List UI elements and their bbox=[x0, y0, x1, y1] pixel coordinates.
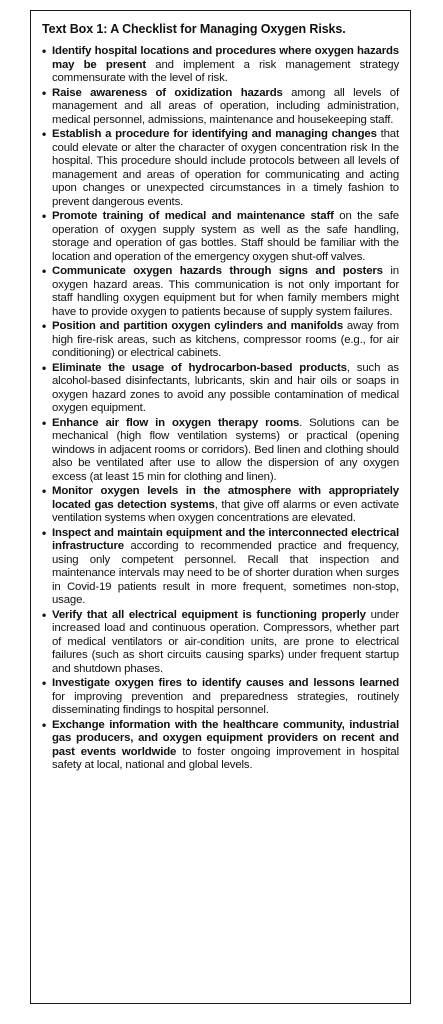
checklist-item bbox=[42, 527, 399, 608]
item-text: for improving prevention and preparedness strategies, routinely disseminating findings to hospital personnel. bbox=[52, 690, 399, 716]
text-box-title: Text Box 1: A Checklist for Managing Oxygen Risks. bbox=[42, 22, 346, 36]
bullet-icon: • bbox=[42, 264, 47, 278]
bullet-icon: • bbox=[42, 717, 47, 732]
checklist-item bbox=[42, 45, 399, 86]
item-text: that could elevate or alter the character of oxygen concentration risk In the hospital. This procedure should include protocols between all levels of management and areas of operation for communicating and acting upon changes or unexpected circumstances in a timely fashion to prevent dangerous events. bbox=[52, 128, 399, 208]
bullet-icon: • bbox=[42, 44, 47, 58]
bullet-icon: • bbox=[42, 127, 47, 141]
checklist-item bbox=[42, 265, 399, 319]
item-heading: Exchange information with the healthcare community, industrial gas producers, and oxygen equipment providers on recent and past events worldwide bbox=[52, 718, 399, 758]
item-heading: Inspect and maintain equipment and the interconnected electrical infrastructure bbox=[52, 526, 399, 552]
item-heading: Verify that all electrical equipment is functioning properly bbox=[52, 608, 366, 621]
bullet-icon: • bbox=[42, 360, 47, 375]
checklist bbox=[42, 45, 399, 773]
item-heading: Identify hospital locations and procedures where oxygen hazards may be present bbox=[52, 45, 399, 71]
checklist-item bbox=[42, 677, 399, 718]
bullet-icon: • bbox=[42, 607, 47, 622]
item-text: away from high fire-risk areas, such as kitchens, compressor rooms (e.g., for air conditioning) or electrical cabinets. bbox=[52, 320, 400, 359]
item-text: . Solutions can be mechanical (high flow ventilation systems) or practical (opening windows in adjacent rooms or corridors). Bed linen and clothing should also be ventilated after use to allow the dispersion of any oxygen excess (at least 15 min for clothing and linen). bbox=[52, 416, 399, 483]
item-heading: Raise awareness of oxidization hazards bbox=[52, 86, 283, 99]
item-text: according to recommended practice and frequency, using only competent personnel. Recall that inspection and maintenance intervals may need to be of shorter duration when surges in Covid-19 patients result in more frequent, sometimes non-stop, usage. bbox=[52, 540, 399, 606]
checklist-item bbox=[42, 719, 399, 773]
bullet-icon: • bbox=[42, 209, 47, 223]
checklist-item bbox=[42, 609, 399, 677]
bullet-icon: • bbox=[42, 676, 47, 690]
item-text: on the safe operation of oxygen supply system as well as the safe handling, storage and operation of gas bottles. Staff should be familiar with the location and operation of the emergency oxygen shut-off valves. bbox=[52, 210, 399, 263]
bullet-icon: • bbox=[42, 85, 47, 100]
item-text: , such as alcohol-based disinfectants, lubricants, skin and hair oils or soaps in oxygen hazard zones to avoid any possible contamination of medical oxygen equipment. bbox=[52, 361, 399, 414]
checklist-item bbox=[42, 485, 399, 526]
item-text: , that give off alarms or even activate ventilation systems when oxygen concentrations are elevated. bbox=[52, 498, 399, 524]
item-heading: Communicate oxygen hazards through signs and posters bbox=[52, 265, 383, 277]
item-heading: Enhance air flow in oxygen therapy rooms bbox=[52, 416, 300, 429]
item-text: and implement a risk management strategy commensurate with the level of risk. bbox=[52, 58, 399, 84]
item-heading: Monitor oxygen levels in the atmosphere with appropriately located gas detection systems bbox=[52, 485, 399, 511]
bullet-icon: • bbox=[42, 525, 47, 540]
item-text: under increased load and continuous operation. Compressors, whether part of medical ventilators or air-condition units, are prone to electrical failures (such as short circuits causing sparks) under frequent startup and shutdown phases. bbox=[52, 608, 399, 675]
checklist-item bbox=[42, 417, 399, 485]
checklist-item bbox=[42, 87, 399, 128]
item-heading: Promote training of medical and maintenance staff bbox=[52, 210, 334, 222]
bullet-icon: • bbox=[42, 319, 47, 333]
item-text: to foster ongoing improvement in hospital safety at local, national and global levels. bbox=[52, 745, 399, 771]
checklist-item bbox=[42, 320, 399, 361]
bullet-icon: • bbox=[42, 415, 47, 430]
checklist-item bbox=[42, 128, 399, 209]
checklist-item bbox=[42, 362, 399, 416]
checklist-item bbox=[42, 210, 399, 264]
item-heading: Establish a procedure for identifying and managing changes bbox=[52, 128, 377, 140]
text-box bbox=[30, 10, 411, 1004]
item-heading: Investigate oxygen fires to identify causes and lessons learned bbox=[52, 677, 399, 689]
item-text: in oxygen hazard areas. This communication is not only important for staff handling oxygen equipment but for when family members might have to provide oxygen to patients because of supply system failures. bbox=[52, 265, 399, 318]
item-heading: Eliminate the usage of hydrocarbon-based products bbox=[52, 361, 347, 374]
item-text: among all levels of management and all areas of operation, including administration, medical personnel, admissions, maintenance and housekeeping staff. bbox=[52, 86, 399, 126]
bullet-icon: • bbox=[42, 484, 47, 498]
item-heading: Position and partition oxygen cylinders and manifolds bbox=[52, 320, 344, 332]
